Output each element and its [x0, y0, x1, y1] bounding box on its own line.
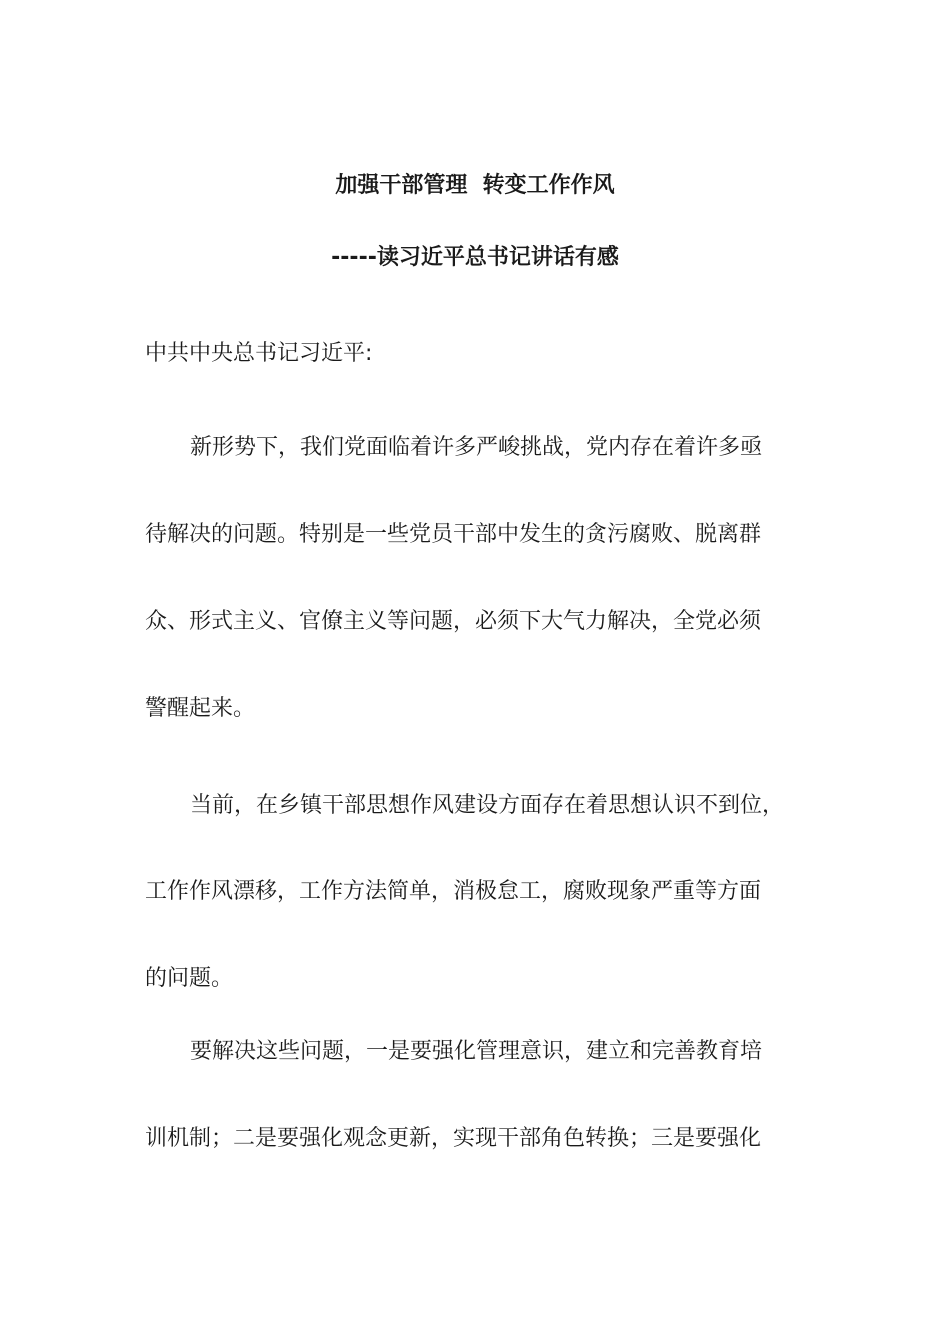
paragraph-line: 的问题。	[145, 966, 234, 991]
paragraph-line: 训机制；二是要强化观念更新，实现干部角色转换；三是要强化	[145, 1126, 762, 1151]
paragraph-line: 新形势下，我们党面临着许多严峻挑战，党内存在着许多亟	[190, 435, 763, 460]
document-subtitle: -----读习近平总书记讲话有感	[331, 245, 619, 270]
salutation: 中共中央总书记习近平:	[145, 341, 373, 366]
paragraph-line: 待解决的问题。特别是一些党员干部中发生的贪污腐败、脱离群	[145, 522, 762, 547]
document-title: 加强干部管理 转变工作作风	[335, 173, 615, 198]
paragraph-line: 要解决这些问题，一是要强化管理意识，建立和完善教育培	[190, 1039, 763, 1064]
paragraph-line: 工作作风漂移，工作方法简单，消极怠工，腐败现象严重等方面	[145, 879, 762, 904]
paragraph-line: 众、形式主义、官僚主义等问题，必须下大气力解决，全党必须	[145, 609, 762, 634]
paragraph-line: 警醒起来。	[145, 696, 256, 721]
paragraph-line: 当前，在乡镇干部思想作风建设方面存在着思想认识不到位，	[190, 793, 785, 818]
